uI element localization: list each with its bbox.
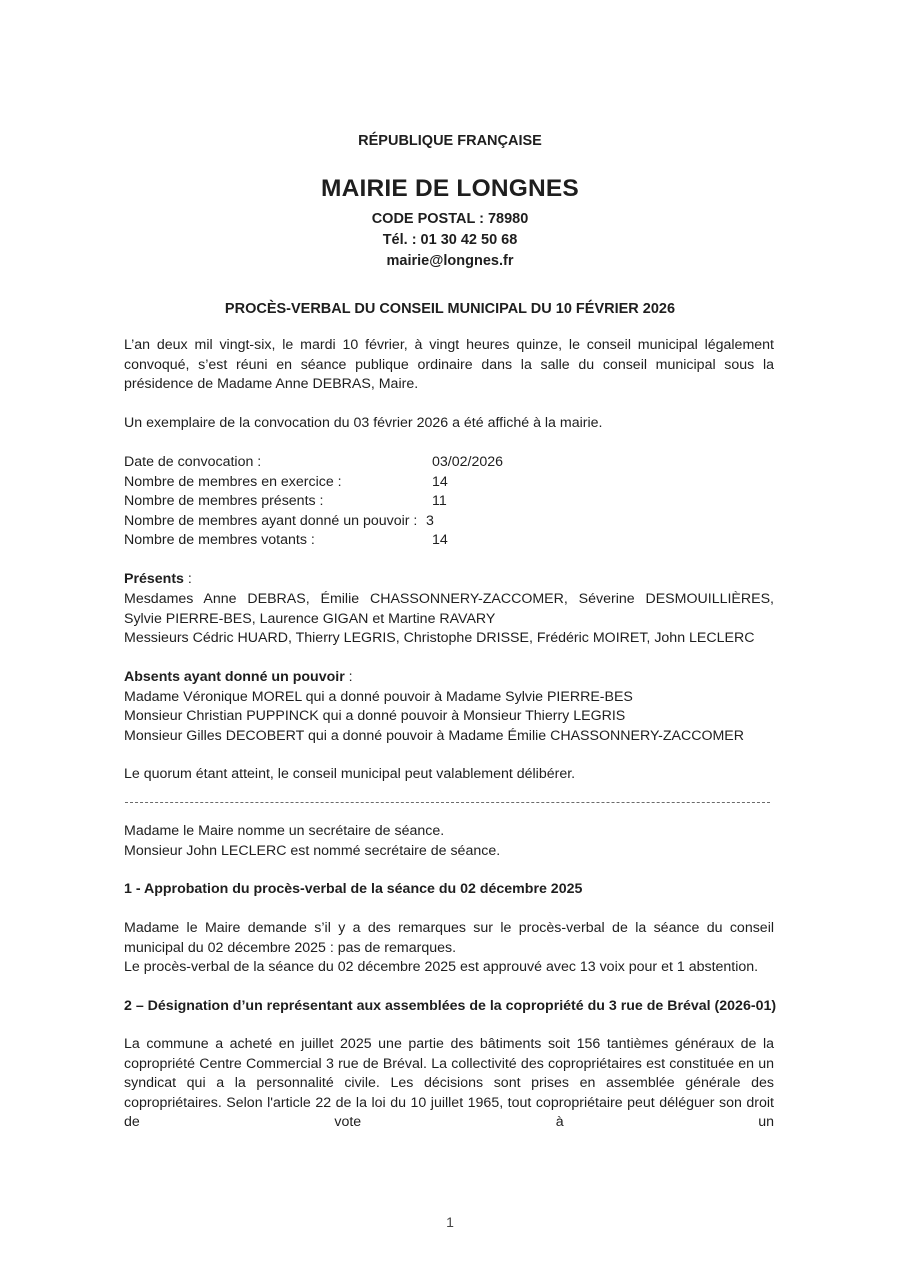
presents-heading-suffix: : bbox=[183, 571, 192, 587]
quorum-statement: Le quorum étant atteint, le conseil municipal peut valablement délibérer. bbox=[124, 766, 576, 782]
stat-label: Nombre de membres votants : bbox=[124, 532, 315, 548]
section-1-paragraph-2: Le procès-verbal de la séance du 02 décembre 2025 est approuvé avec 13 voix pour et 1 abstention. bbox=[124, 959, 759, 975]
republique-heading: RÉPUBLIQUE FRANÇAISE bbox=[358, 133, 542, 149]
stat-label: Nombre de membres ayant donné un pouvoir : bbox=[124, 512, 418, 529]
section-1-paragraph-1: Madame le Maire demande s’il y a des remarques sur le procès-verbal de la séance du conseil municipal du 02 décembre 2025 : pas de remarques. bbox=[124, 920, 774, 956]
presents-heading-label: Présents bbox=[124, 571, 184, 587]
absents-heading-suffix: : bbox=[344, 669, 353, 685]
stat-row bbox=[124, 492, 544, 512]
stat-label: Nombre de membres présents : bbox=[124, 493, 324, 509]
presents-messieurs: Messieurs Cédric HUARD, Thierry LEGRIS, Christophe DRISSE, Frédéric MOIRET, John LECLERC bbox=[124, 630, 755, 646]
stat-value: 11 bbox=[432, 493, 447, 509]
absents-heading bbox=[124, 668, 353, 688]
absent-item: Monsieur Christian PUPPINCK qui a donné pouvoir à Monsieur Thierry LEGRIS bbox=[124, 708, 626, 724]
section-2-paragraph-1: La commune a acheté en juillet 2025 une partie des bâtiments soit 156 tantièmes généraux de la copropriété Centre Commercial 3 rue de Bréval. La collectivité des copropriétaires est constituée en un syndicat qui a la personnalité civile. Les décisions sont prises en assemblée générale des copropriétaires. Selon l'article 22 de la loi du 10 juillet 1965, tout copropriétaire peut déléguer son droit de vote à un bbox=[124, 1036, 774, 1130]
secretary-line-2: Monsieur John LECLERC est nommé secrétaire de séance. bbox=[124, 842, 501, 859]
postal-code: CODE POSTAL : 78980 bbox=[371, 211, 529, 227]
section-1-heading: 1 - Approbation du procès-verbal de la séance du 02 décembre 2025 bbox=[124, 881, 583, 897]
stat-value: 3 bbox=[426, 512, 434, 529]
stat-label: Date de convocation : bbox=[124, 454, 262, 470]
stat-value: 14 bbox=[432, 532, 448, 548]
stat-row bbox=[124, 531, 544, 551]
section-2-heading: 2 – Désignation d’un représentant aux assemblées de la copropriété du 3 rue de Bréval (2026-01) bbox=[124, 998, 777, 1014]
absent-item: Madame Véronique MOREL qui a donné pouvoir à Madame Sylvie PIERRE-BES bbox=[124, 688, 633, 705]
stat-row bbox=[124, 473, 544, 493]
absent-item: Monsieur Gilles DECOBERT qui a donné pouvoir à Madame Émilie CHASSONNERY-ZACCOMER bbox=[124, 727, 745, 744]
stat-value: 14 bbox=[432, 473, 448, 490]
convocation-note: Un exemplaire de la convocation du 03 février 2026 a été affiché à la mairie. bbox=[124, 415, 603, 431]
stat-row bbox=[124, 453, 544, 473]
dashed-separator bbox=[125, 802, 770, 803]
page-title: PROCÈS-VERBAL DU CONSEIL MUNICIPAL DU 10 FÉVRIER 2026 bbox=[224, 301, 676, 317]
stat-value: 03/02/2026 bbox=[432, 454, 504, 470]
mairie-title: MAIRIE DE LONGNES bbox=[321, 175, 579, 202]
presents-mesdames: Mesdames Anne DEBRAS, Émilie CHASSONNERY-ZACCOMER, Séverine DESMOUILLIÈRES, Sylvie PIERRE-BES, Laurence GIGAN et Martine RAVARY bbox=[124, 591, 774, 627]
absents-heading-label: Absents ayant donné un pouvoir bbox=[124, 669, 345, 685]
page-number: 1 bbox=[446, 1214, 454, 1230]
telephone: Tél. : 01 30 42 50 68 bbox=[382, 232, 518, 248]
stat-label: Nombre de membres en exercice : bbox=[124, 473, 342, 490]
stat-row bbox=[124, 512, 544, 532]
intro-paragraph: L’an deux mil vingt-six, le mardi 10 février, à vingt heures quinze, le conseil municipal légalement convoqué, s’est réuni en séance publique ordinaire dans la salle du conseil municipal sous la présidence de Madame Anne DEBRAS, Maire. bbox=[124, 337, 774, 392]
presents-heading bbox=[124, 570, 192, 590]
secretary-line-1: Madame le Maire nomme un secrétaire de séance. bbox=[124, 823, 445, 839]
email-address: mairie@longnes.fr bbox=[386, 253, 514, 269]
